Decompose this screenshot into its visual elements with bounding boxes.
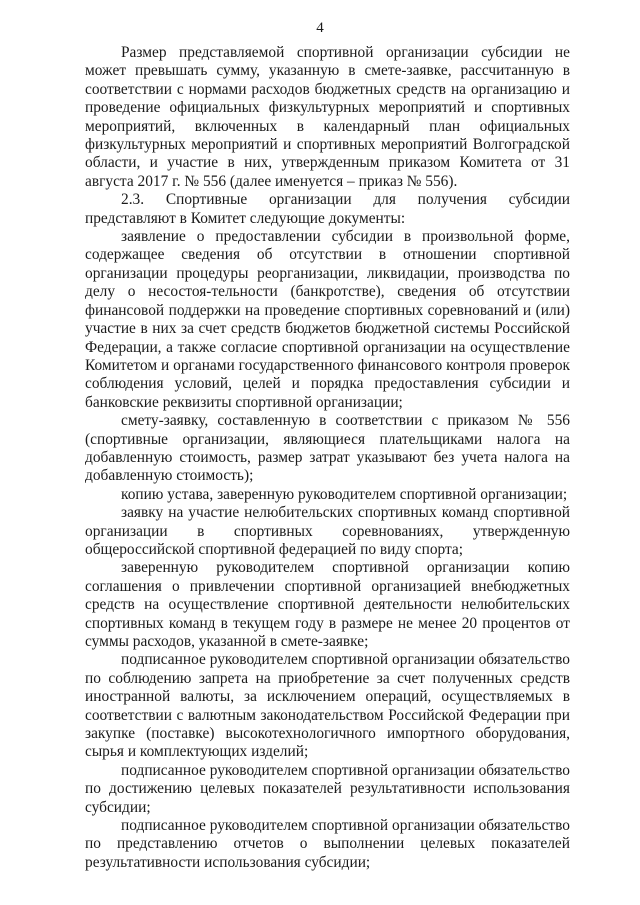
list-item-team-application: заявку на участие нелюбительских спортивных команд спортивной организации в спортивных соревнованиях, утвержденную общероссийской спортивной федерацией по виду спорта;	[85, 504, 570, 558]
page-number: 4	[316, 20, 324, 36]
paragraph-section-2-3: 2.3. Спортивные организации для получения субсидии представляют в Комитет следующие документы:	[85, 191, 570, 227]
list-item-targets-obligation: подписанное руководителем спортивной организации обязательство по достижению целевых показателей результативности использования субсидии;	[85, 761, 570, 816]
list-item-charter-copy: копию устава, заверенную руководителем спортивной организации;	[121, 485, 568, 503]
list-item-currency-obligation: подписанное руководителем спортивной организации обязательство по соблюдению запрета на приобретение за счет полученных средств иностранной валюты, за исключением операций, осуществляемых в соответствии с валютным законодательством Российской Федерации при закупке (поставке) высокотехнологичного импортного оборудования, сырья и комплектующих изделий;	[85, 651, 570, 761]
list-item-funding-agreement: заверенную руководителем спортивной организации копию соглашения о привлечении спортивной организацией внебюджетных средств на осуществление спортивной деятельности нелюбительских спортивных команд в текущем году в размере не менее 20 процентов от суммы расходов, указанной в смете-заявке;	[85, 559, 570, 650]
list-item-reports-obligation: подписанное руководителем спортивной организации обязательство по представлению отчетов о выполнении целевых показателей результативности использования субсидии;	[85, 817, 570, 871]
paragraph-subsidy-limit: Размер представляемой спортивной организации субсидии не может превышать сумму, указанную в смете-заявке, рассчитанную в соответствии с нормами расходов бюджетных средств на организацию и проведение официальных физкультурных мероприятий и спортивных мероприятий, включенных в календарный план официальных физкультурных мероприятий и спортивных мероприятий Волгоградской области, и участие в них, утвержденным приказом Комитета от 31 августа 2017 г. № 556 (далее именуется – приказ № 556).	[85, 44, 570, 190]
list-item-application: заявление о предоставлении субсидии в произвольной форме, содержащее сведения об отсутствии в отношении спортивной организации процедуры реорганизации, ликвидации, производства по делу о несостоя-тельности (банкротстве), сведения об отсутствии финансовой поддержки на проведение спортивных соревнований и (или) участие в них за счет средств бюджетов бюджетной системы Российской Федерации, а также согласие спортивной организации на осуществление Комитетом и органами государственного финансового контроля проверок соблюдения условий, целей и порядка предоставления субсидии и банковские реквизиты спортивной организации;	[85, 228, 570, 411]
list-item-estimate: смету-заявку, составленную в соответствии с приказом № 556 (спортивные организации, являющиеся плательщиками налога на добавленную стоимость, размер затрат указывают без учета налога на добавленную стоимость);	[85, 412, 570, 485]
document-body	[85, 44, 570, 872]
